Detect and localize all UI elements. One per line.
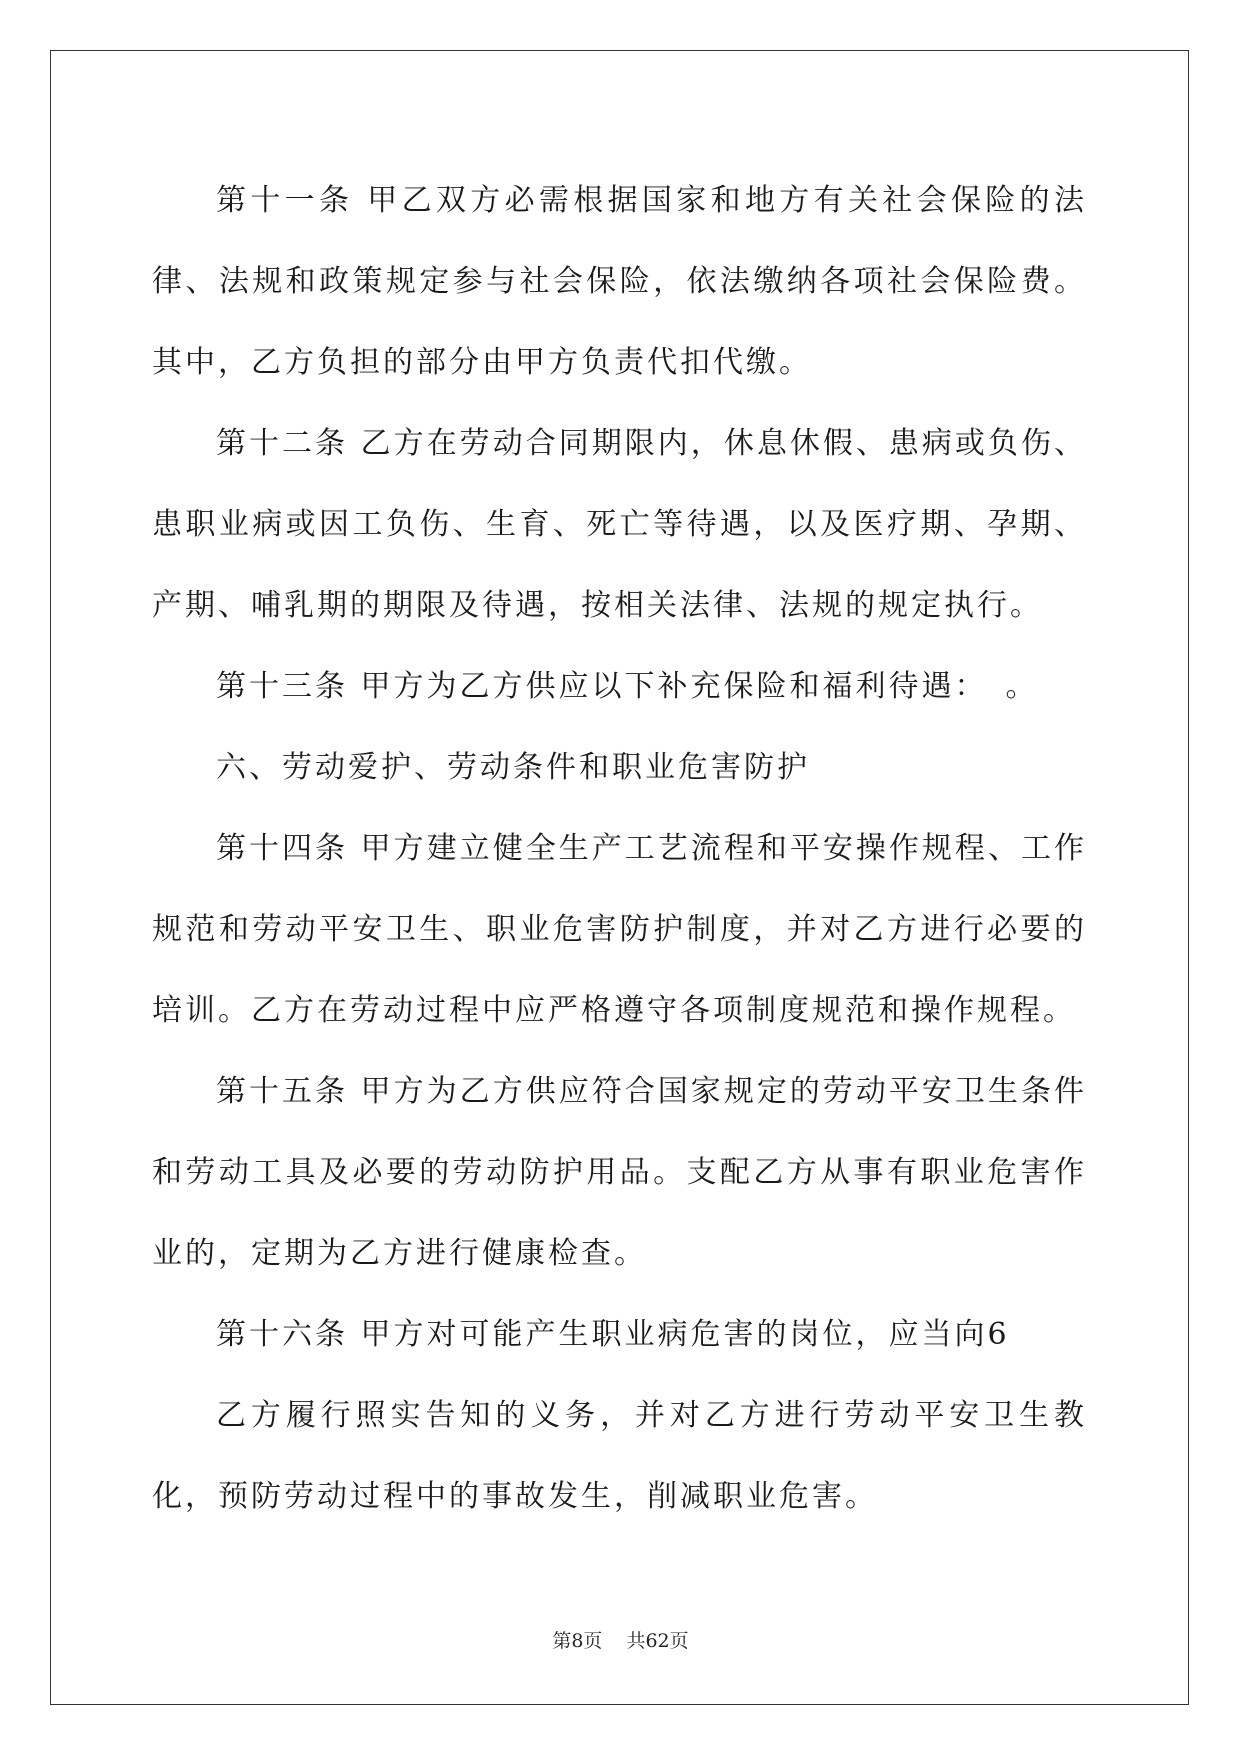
article-16-continuation: 乙方履行照实告知的义务，并对乙方进行劳动平安卫生教化，预防劳动过程中的事故发生，削减职业危害。	[152, 1398, 1087, 1514]
total-pages-label: 共62页	[626, 1630, 689, 1652]
article-11-paragraph: 第十一条 甲乙双方必需根据国家和地方有关社会保险的法律、法规和政策规定参与社会保险，依法缴纳各项社会保险费。其中，乙方负担的部分由甲方负责代扣代缴。	[152, 183, 1087, 380]
current-page-label: 第8页	[552, 1630, 603, 1652]
article-14-paragraph: 第十四条 甲方建立健全生产工艺流程和平安操作规程、工作规范和劳动平安卫生、职业危害防护制度，并对乙方进行必要的培训。乙方在劳动过程中应严格遵守各项制度规范和操作规程。	[152, 831, 1087, 1028]
document-body	[152, 160, 1087, 1537]
article-16-paragraph: 第十六条 甲方对可能产生职业病危害的岗位，应当向6	[216, 1317, 1010, 1352]
article-13-paragraph: 第十三条 甲方为乙方供应以下补充保险和福利待遇： 。	[216, 669, 1039, 704]
page-number-footer	[0, 1626, 1241, 1653]
article-15-paragraph: 第十五条 甲方为乙方供应符合国家规定的劳动平安卫生条件和劳动工具及必要的劳动防护用品。支配乙方从事有职业危害作业的，定期为乙方进行健康检查。	[152, 1074, 1087, 1271]
article-12-paragraph: 第十二条 乙方在劳动合同期限内，休息休假、患病或负伤、患职业病或因工负伤、生育、死亡等待遇，以及医疗期、孕期、产期、哺乳期的期限及待遇，按相关法律、法规的规定执行。	[152, 426, 1087, 623]
section-6-heading: 六、劳动爱护、劳动条件和职业危害防护	[216, 750, 810, 785]
